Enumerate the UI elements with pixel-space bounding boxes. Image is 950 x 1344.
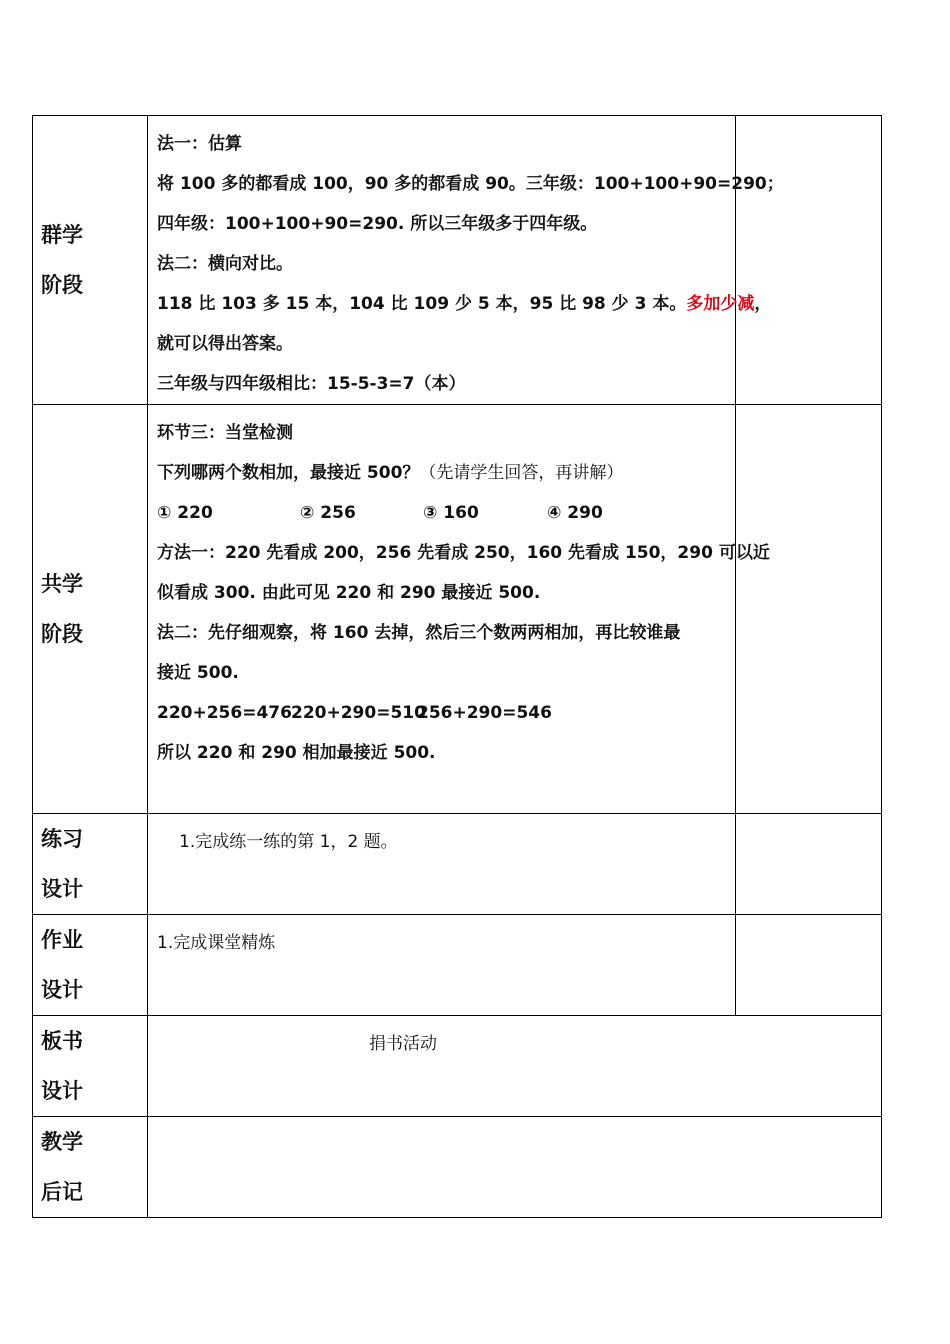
options-line (157, 493, 735, 533)
sums-line (157, 693, 735, 733)
label-line: 练习 (41, 827, 83, 851)
label-line: 设计 (41, 978, 83, 1002)
label-line: 阶段 (41, 622, 83, 646)
notes-cell (736, 915, 882, 1016)
label-reflection (33, 1117, 148, 1218)
method1-title: 法一：估算 (157, 134, 242, 154)
homework-text: 1.完成课堂精炼 (157, 933, 276, 953)
sum-3: 256+290=546 (417, 703, 552, 723)
shared-study-content (148, 405, 770, 814)
row-practice (33, 814, 882, 915)
label-line: 共学 (41, 572, 83, 596)
method2-line1: 法二：先仔细观察，将 160 去掉，然后三个数两两相加，再比较谁最 (157, 623, 681, 643)
method2-line2: 就可以得出答案。 (157, 334, 293, 354)
method1-line1: 方法一：220 先看成 200，256 先看成 250，160 先看成 150，290 可以近 (157, 543, 770, 563)
method1-line2: 似看成 300. 由此可见 220 和 290 最接近 500. (157, 583, 541, 603)
practice-content (148, 814, 736, 915)
row-group-study (33, 116, 882, 405)
highlight-rule: 多加少减 (686, 294, 755, 314)
method1-line1: 将 100 多的都看成 100，90 多的都看成 90。三年级：100+100+90=290； (157, 174, 784, 194)
label-line: 设计 (41, 877, 83, 901)
option-2: ② 256 (300, 503, 356, 523)
practice-text: 1.完成练一练的第 1，2 题。 (179, 832, 398, 852)
homework-content (148, 915, 736, 1016)
question-line (157, 453, 735, 493)
board-text: 捐书活动 (369, 1034, 437, 1054)
board-content (148, 1016, 882, 1117)
option-3: ③ 160 (423, 503, 479, 523)
label-shared-study (33, 405, 148, 814)
method2-line1 (157, 284, 772, 324)
reflection-content (148, 1117, 882, 1218)
option-1: ① 220 (157, 503, 213, 523)
method2-line2: 接近 500. (157, 663, 239, 683)
method2-title: 法二：横向对比。 (157, 254, 293, 274)
notes-cell (736, 405, 882, 814)
label-line: 后记 (41, 1180, 83, 1204)
label-board (33, 1016, 148, 1117)
label-line: 设计 (41, 1079, 83, 1103)
label-group-study (33, 116, 148, 405)
sum-1: 220+256=476 (157, 703, 292, 723)
label-line: 阶段 (41, 273, 83, 297)
conclusion-line: 所以 220 和 290 相加最接近 500. (157, 743, 436, 763)
question-note: （先请学生回答，再讲解） (419, 463, 624, 483)
group-study-content (148, 116, 784, 405)
row-reflection (33, 1117, 882, 1218)
label-line: 作业 (41, 928, 83, 952)
row-board (33, 1016, 882, 1117)
lesson-plan-table (32, 115, 882, 1218)
question-text: 下列哪两个数相加，最接近 500？ (157, 463, 420, 483)
label-practice (33, 814, 148, 915)
option-4: ④ 290 (547, 503, 603, 523)
method2-line1-end: ， (754, 294, 772, 314)
notes-cell (736, 116, 882, 405)
segment-title: 环节三：当堂检测 (157, 423, 293, 443)
row-homework (33, 915, 882, 1016)
method2-line1-text: 118 比 103 多 15 本，104 比 109 少 5 本，95 比 98 少 3 本。 (157, 294, 687, 314)
notes-cell (736, 814, 882, 915)
label-homework (33, 915, 148, 1016)
label-line: 教学 (41, 1130, 83, 1154)
sum-2: 220+290=510 (291, 703, 426, 723)
method2-line3: 三年级与四年级相比：15-5-3=7（本） (157, 374, 466, 394)
label-line: 群学 (41, 223, 83, 247)
method1-line2: 四年级：100+100+90=290. 所以三年级多于四年级。 (157, 214, 598, 234)
row-shared-study (33, 405, 882, 814)
label-line: 板书 (41, 1029, 83, 1053)
